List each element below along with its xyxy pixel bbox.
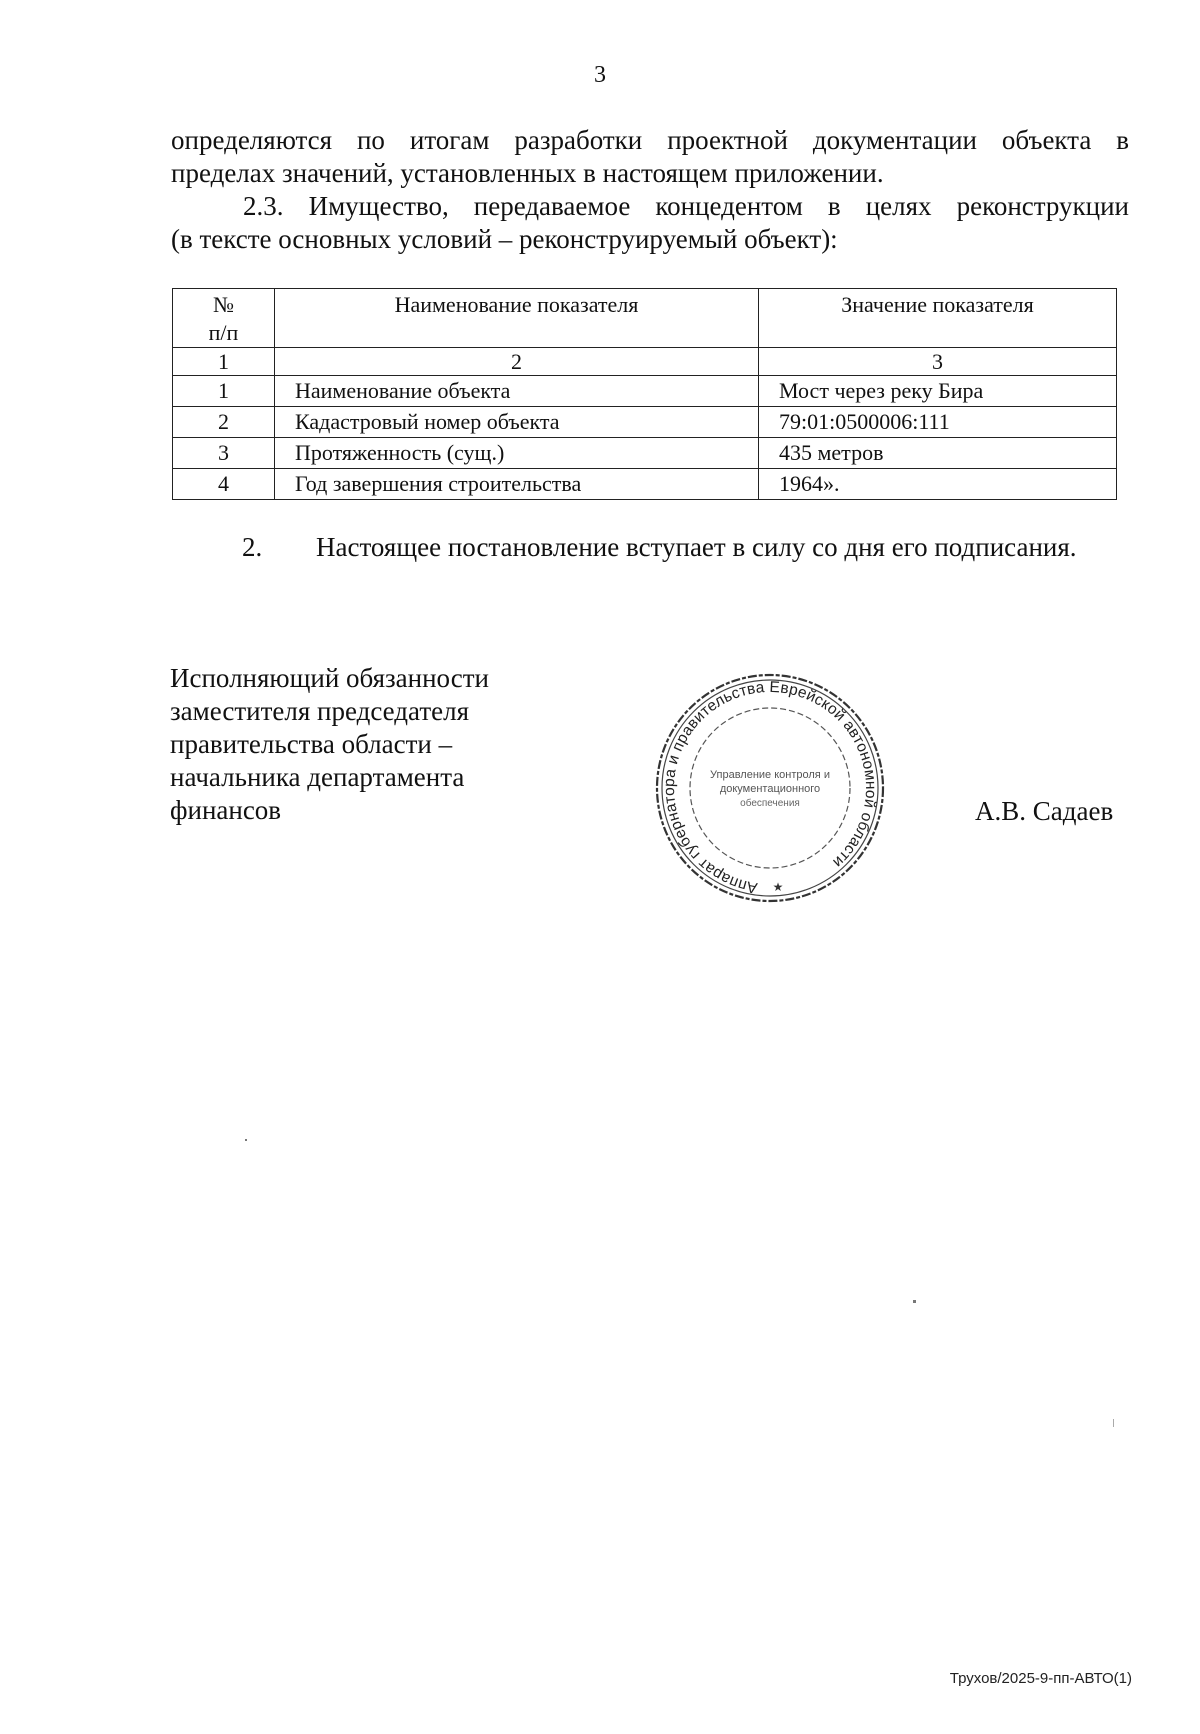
scan-speck xyxy=(245,1139,247,1141)
row-value: 435 метров xyxy=(759,438,1117,469)
table-header-row xyxy=(173,289,1117,348)
document-code: Трухов/2025-9-пп-АВТО(1) xyxy=(949,1670,1132,1687)
signer-name: А.В. Садаев xyxy=(975,796,1114,826)
header-number xyxy=(173,289,275,348)
stamp-outer-text: Аппарат губернатора и правительства Еврейской автономной области xyxy=(660,678,880,897)
official-stamp xyxy=(650,668,890,908)
row-name: Наименование объекта xyxy=(275,376,759,407)
row-name: Год завершения строительства xyxy=(275,469,759,500)
row-number: 3 xyxy=(173,438,275,469)
paragraph-continuation xyxy=(171,124,1129,190)
indicators-table xyxy=(172,288,1117,500)
scan-speck xyxy=(913,1300,916,1303)
row-number: 4 xyxy=(173,469,275,500)
signer-line: начальника департамента xyxy=(170,762,465,792)
paragraph-line: определяются по итогам разработки проектной документации объекта в xyxy=(171,125,1129,155)
row-value: Мост через реку Бира xyxy=(759,376,1117,407)
stamp-inner-line: Управление контроля и xyxy=(710,769,830,781)
row-name: Кадастровый номер объекта xyxy=(275,407,759,438)
paragraph-2-3 xyxy=(171,190,1129,256)
column-index: 3 xyxy=(759,348,1117,376)
column-index: 1 xyxy=(173,348,275,376)
signer-line: заместителя председателя xyxy=(170,696,470,726)
paragraph-line: пределах значений, установленных в настоящем приложении. xyxy=(171,158,884,188)
column-index: 2 xyxy=(275,348,759,376)
scan-speck xyxy=(1113,1419,1114,1427)
clause-number: 2. xyxy=(242,532,263,562)
signer-position xyxy=(170,662,489,827)
table-row xyxy=(173,376,1117,407)
paragraph-line: 2.3. Имущество, передаваемое концедентом в целях реконструкции xyxy=(243,191,1129,221)
table-index-row xyxy=(173,348,1117,376)
row-number: 2 xyxy=(173,407,275,438)
clause-2 xyxy=(242,531,1077,564)
header-number-line: № xyxy=(213,292,234,317)
stamp-inner-line: обеспечения xyxy=(740,798,800,809)
clause-text: Настоящее постановление вступает в силу со дня его подписания. xyxy=(316,532,1077,562)
stamp-star-icon: ★ xyxy=(772,880,784,894)
header-name: Наименование показателя xyxy=(275,289,759,348)
table-row xyxy=(173,469,1117,500)
header-value: Значение показателя xyxy=(759,289,1117,348)
stamp-inner-line: документационного xyxy=(719,783,821,795)
page-number: 3 xyxy=(594,62,606,88)
signer-line: правительства области – xyxy=(170,729,453,759)
header-number-line: п/п xyxy=(208,320,239,345)
paragraph-line: (в тексте основных условий – реконструируемый объект): xyxy=(171,224,838,254)
row-name: Протяженность (сущ.) xyxy=(275,438,759,469)
table-row xyxy=(173,407,1117,438)
row-number: 1 xyxy=(173,376,275,407)
signer-line: финансов xyxy=(170,795,282,825)
table-row xyxy=(173,438,1117,469)
row-value: 79:01:0500006:111 xyxy=(759,407,1117,438)
row-value: 1964». xyxy=(759,469,1117,500)
signer-line: Исполняющий обязанности xyxy=(170,663,489,693)
